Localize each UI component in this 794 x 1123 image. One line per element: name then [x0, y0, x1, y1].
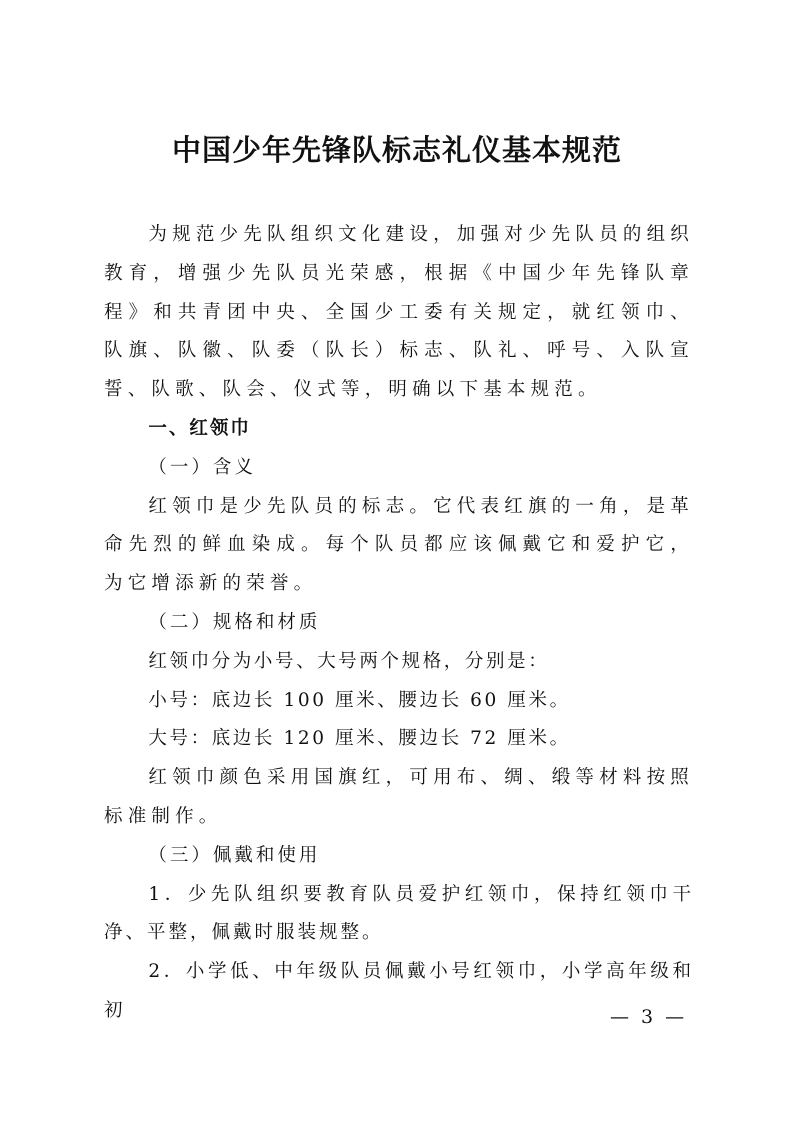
specs-large-size: 大号：底边长 120 厘米、腰边长 72 厘米。 — [148, 728, 571, 750]
specs-material-paragraph: 红领巾颜色采用国旗红，可用布、绸、缎等材料按照标准制作。 — [104, 767, 694, 827]
document-body — [104, 216, 694, 1031]
wearing-item-1: 1．少先队组织要教育队员爱护红领巾，保持红领巾干净、平整，佩戴时服装规整。 — [104, 883, 694, 944]
specs-intro-paragraph: 红领巾分为小号、大号两个规格，分别是： — [148, 650, 550, 672]
specs-small-size: 小号：底边长 100 厘米、腰边长 60 厘米。 — [148, 689, 571, 711]
wearing-item-2: 2．小学低、中年级队员佩戴小号红领巾，小学高年级和初 — [104, 961, 694, 1021]
document-title: 中国少年先锋队标志礼仪基本规范 — [171, 133, 622, 167]
subsection-heading-specs: （二）规格和材质 — [148, 611, 321, 633]
section-heading-red-scarf: 一、红领巾 — [148, 417, 251, 439]
subsection-heading-meaning: （一）含义 — [148, 456, 256, 478]
subsection-heading-wearing: （三）佩戴和使用 — [148, 844, 321, 866]
meaning-paragraph: 红领巾是少先队员的标志。它代表红旗的一角，是革命先烈的鲜血染成。每个队员都应该佩戴它和爱护它，为它增添新的荣誉。 — [104, 495, 694, 595]
intro-paragraph: 为规范少先队组织文化建设，加强对少先队员的组织教育，增强少先队员光荣感，根据《中国少年先锋队章程》和共青团中央、全国少工委有关规定，就红领巾、队旗、队徽、队委（队长）标志、队礼、呼号、入队宣誓、队歌、队会、仪式等，明确以下基本规范。 — [104, 224, 694, 401]
page-number: — 3 — — [610, 1006, 688, 1028]
